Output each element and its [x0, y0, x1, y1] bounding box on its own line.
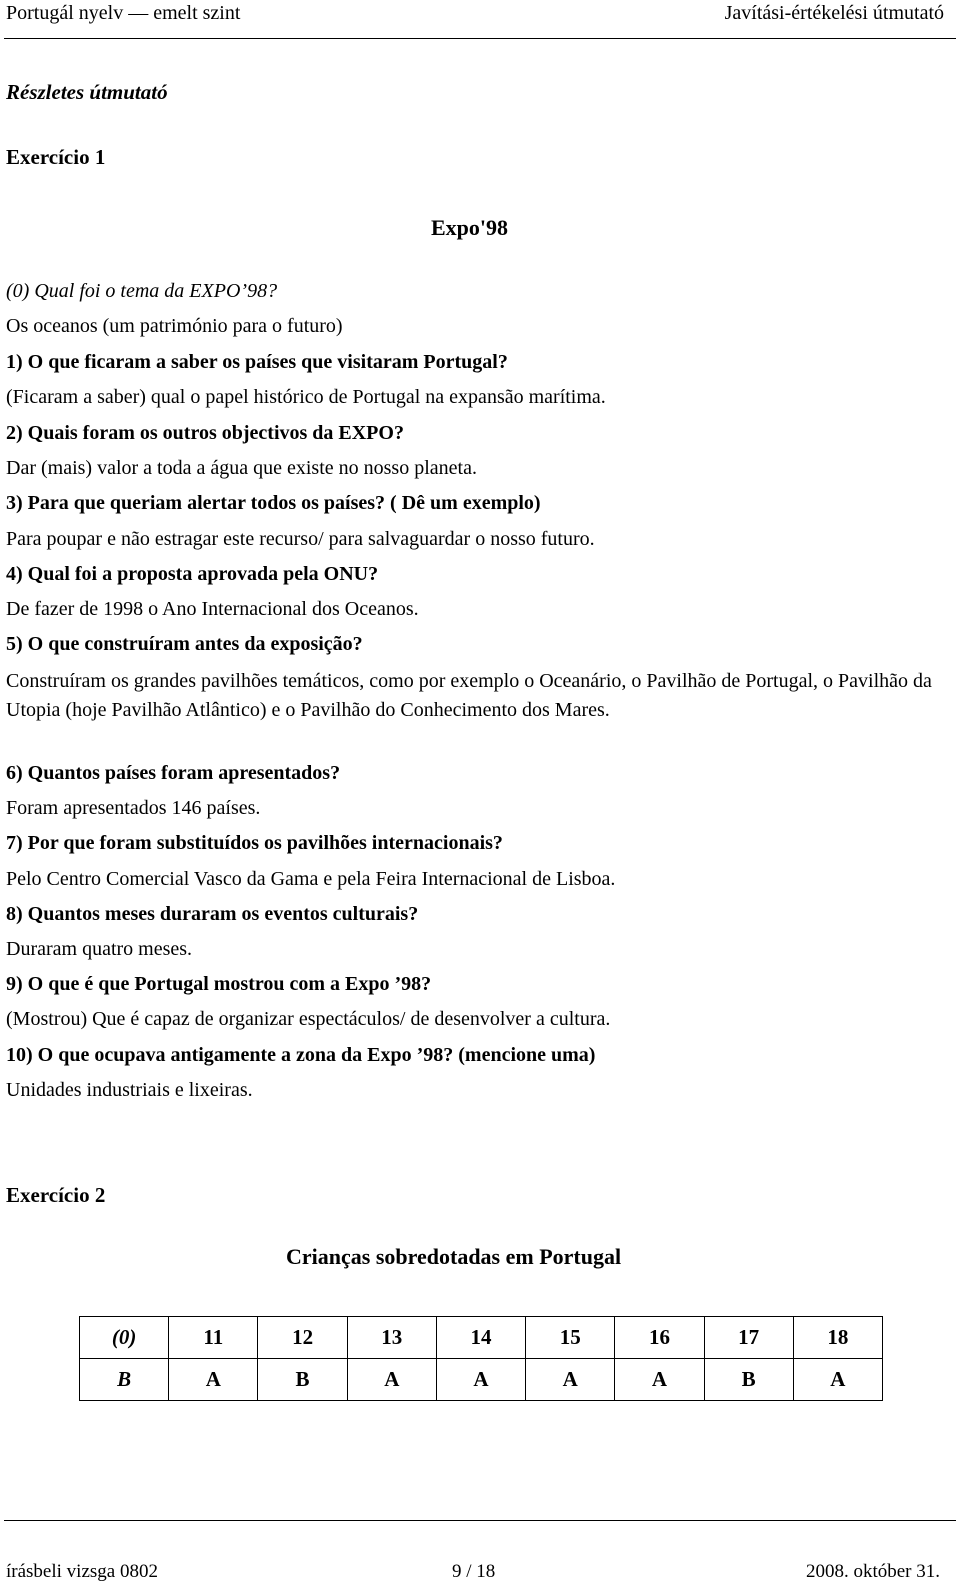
answer-9: (Mostrou) Que é capaz de organizar espectáculos/ de desenvolver a cultura.: [6, 1008, 611, 1030]
table-cell-answer: A: [347, 1359, 436, 1401]
question-4: 4) Qual foi a proposta aprovada pela ONU?: [6, 563, 379, 585]
table-cell-answer: B: [258, 1359, 347, 1401]
table-cell-answer: A: [793, 1359, 882, 1401]
table-cell-number: 13: [347, 1317, 436, 1359]
section-title: Részletes útmutató: [6, 80, 168, 104]
question-8: 8) Quantos meses duraram os eventos culturais?: [6, 903, 419, 925]
question-3: 3) Para que queriam alertar todos os países? ( Dê um exemplo): [6, 492, 541, 514]
header-divider: [4, 38, 956, 39]
table-row-numbers: [80, 1317, 883, 1359]
table-cell-number: 15: [526, 1317, 615, 1359]
question-6: 6) Quantos países foram apresentados?: [6, 762, 341, 784]
table-cell-answer: A: [169, 1359, 258, 1401]
answer-6: Foram apresentados 146 países.: [6, 797, 261, 819]
answer-key-table: [79, 1316, 883, 1401]
footer-divider: [4, 1520, 956, 1521]
exercise2-title: Exercício 2: [6, 1183, 106, 1207]
footer-page-number: 9 / 18: [452, 1561, 496, 1582]
table-cell-answer: A: [436, 1359, 525, 1401]
question-10: 10) O que ocupava antigamente a zona da Expo ’98? (mencione uma): [6, 1044, 596, 1066]
question-2: 2) Quais foram os outros objectivos da EXPO?: [6, 422, 404, 444]
question-9: 9) O que é que Portugal mostrou com a Expo ’98?: [6, 973, 432, 995]
question-5: 5) O que construíram antes da exposição?: [6, 633, 363, 655]
answer-8: Duraram quatro meses.: [6, 938, 193, 960]
exercise1-title: Exercício 1: [6, 145, 106, 169]
answer-5: Construíram os grandes pavilhões temáticos, como por exemplo o Oceanário, o Pavilhão de Portugal, o Pavilhão da Utopia (hoje Pavilhão Atlântico) e o Pavilhão do Conhecimento dos Mares.: [6, 670, 932, 721]
question-1: 1) O que ficaram a saber os países que visitaram Portugal?: [6, 351, 508, 373]
footer-date: 2008. október 31.: [805, 1561, 940, 1582]
question-0: (0) Qual foi o tema da EXPO’98?: [6, 280, 278, 302]
header-right: Javítási-értékelési útmutató: [724, 2, 944, 24]
answer-0: Os oceanos (um património para o futuro): [6, 315, 343, 337]
footer-left: írásbeli vizsga 0802: [6, 1561, 158, 1582]
answer-10: Unidades industriais e lixeiras.: [6, 1079, 253, 1101]
answer-4: De fazer de 1998 o Ano Internacional dos Oceanos.: [6, 598, 419, 620]
answer-7: Pelo Centro Comercial Vasco da Gama e pela Feira Internacional de Lisboa.: [6, 868, 616, 890]
table-cell-answer: B: [704, 1359, 793, 1401]
answer-1: (Ficaram a saber) qual o papel histórico de Portugal na expansão marítima.: [6, 386, 606, 408]
table-cell-number: 17: [704, 1317, 793, 1359]
table-cell-number: 11: [169, 1317, 258, 1359]
answer-2: Dar (mais) valor a toda a água que existe no nosso planeta.: [6, 457, 477, 479]
table-cell-number: 14: [436, 1317, 525, 1359]
table-cell-number: 16: [615, 1317, 704, 1359]
table-cell-number: (0): [80, 1317, 169, 1359]
answer-3: Para poupar e não estragar este recurso/ para salvaguardar o nosso futuro.: [6, 528, 595, 550]
header-left: Portugál nyelv — emelt szint: [6, 2, 241, 24]
question-7: 7) Por que foram substituídos os pavilhões internacionais?: [6, 832, 503, 854]
table-cell-number: 12: [258, 1317, 347, 1359]
table-cell-answer: A: [526, 1359, 615, 1401]
table-row-answers: [80, 1359, 883, 1401]
table-cell-answer: A: [615, 1359, 704, 1401]
exercise2-text-title: Crianças sobredotadas em Portugal: [286, 1244, 622, 1269]
exercise1-text-title: Expo'98: [431, 215, 509, 240]
table-cell-number: 18: [793, 1317, 882, 1359]
table-cell-answer: B: [80, 1359, 169, 1401]
